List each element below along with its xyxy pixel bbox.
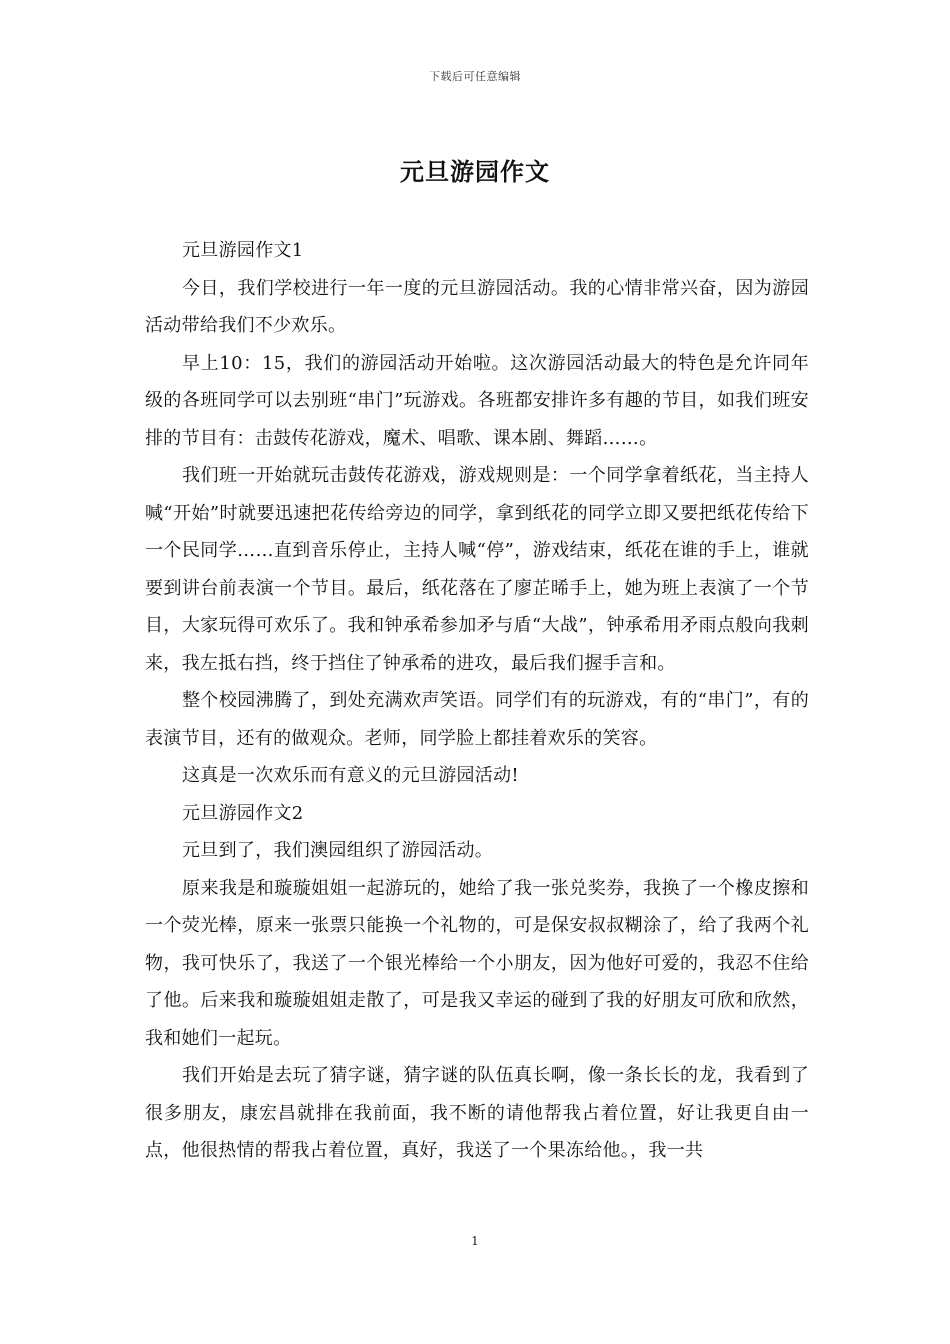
paragraph: 我们班一开始就玩击鼓传花游戏，游戏规则是：一个同学拿着纸花，当主持人喊“开始”时就要迅速把花传给旁边的同学，拿到纸花的同学立即又要把纸花传给下一个民同学……直到音乐停止，主持人喊“停”，游戏结束，纸花在谁的手上，谁就要到讲台前表演一个节目。最后，纸花落在了廖芷晞手上，她为班上表演了一个节目，大家玩得可欢乐了。我和钟承希参加矛与盾“大战”，钟承希用矛雨点般向我刺来，我左抵右挡，终于挡住了钟承希的进攻，最后我们握手言和。 xyxy=(145,465,809,674)
page-number: 1 xyxy=(471,1234,479,1248)
header-note: 下载后可任意编辑 xyxy=(429,70,521,83)
document-title: 元旦游园作文 xyxy=(400,157,550,186)
paragraph: 我们开始是去玩了猜字谜，猜字谜的队伍真长啊，像一条长长的龙，我看到了很多朋友，康宏昌就排在我前面，我不断的请他帮我占着位置，好让我更自由一点，他很热情的帮我占着位置，真好，我送了一个果冻给他。，我一共 xyxy=(145,1065,809,1161)
section-heading-1: 元旦游园作文1 xyxy=(182,240,304,261)
paragraph: 原来我是和璇璇姐姐一起游玩的，她给了我一张兑奖券，我换了一个橡皮擦和一个荧光棒，原来一张票只能换一个礼物的，可是保安叔叔糊涂了，给了我两个礼物，我可快乐了，我送了一个银光棒给一个小朋友，因为他好可爱的，我忍不住给了他。后来我和璇璇姐姐走散了，可是我又幸运的碰到了我的好朋友可欣和欣然，我和她们一起玩。 xyxy=(145,877,809,1049)
paragraph: 元旦到了，我们澳园组织了游园活动。 xyxy=(182,840,494,861)
paragraph: 早上10：15，我们的游园活动开始啦。这次游园活动最大的特色是允许同年级的各班同学可以去别班“串门”玩游戏。各班都安排许多有趣的节目，如我们班安排的节目有：击鼓传花游戏，魔术、唱歌、课本剧、舞蹈……。 xyxy=(145,352,809,449)
document-body xyxy=(145,232,809,1170)
paragraph: 这真是一次欢乐而有意义的元旦游园活动! xyxy=(182,765,519,786)
paragraph: 整个校园沸腾了，到处充满欢声笑语。同学们有的玩游戏，有的“串门”，有的表演节目，还有的做观众。老师，同学脸上都挂着欢乐的笑容。 xyxy=(145,690,809,749)
paragraph: 今日，我们学校进行一年一度的元旦游园活动。我的心情非常兴奋，因为游园活动带给我们不少欢乐。 xyxy=(145,277,809,336)
section-heading-2: 元旦游园作文2 xyxy=(182,802,304,824)
